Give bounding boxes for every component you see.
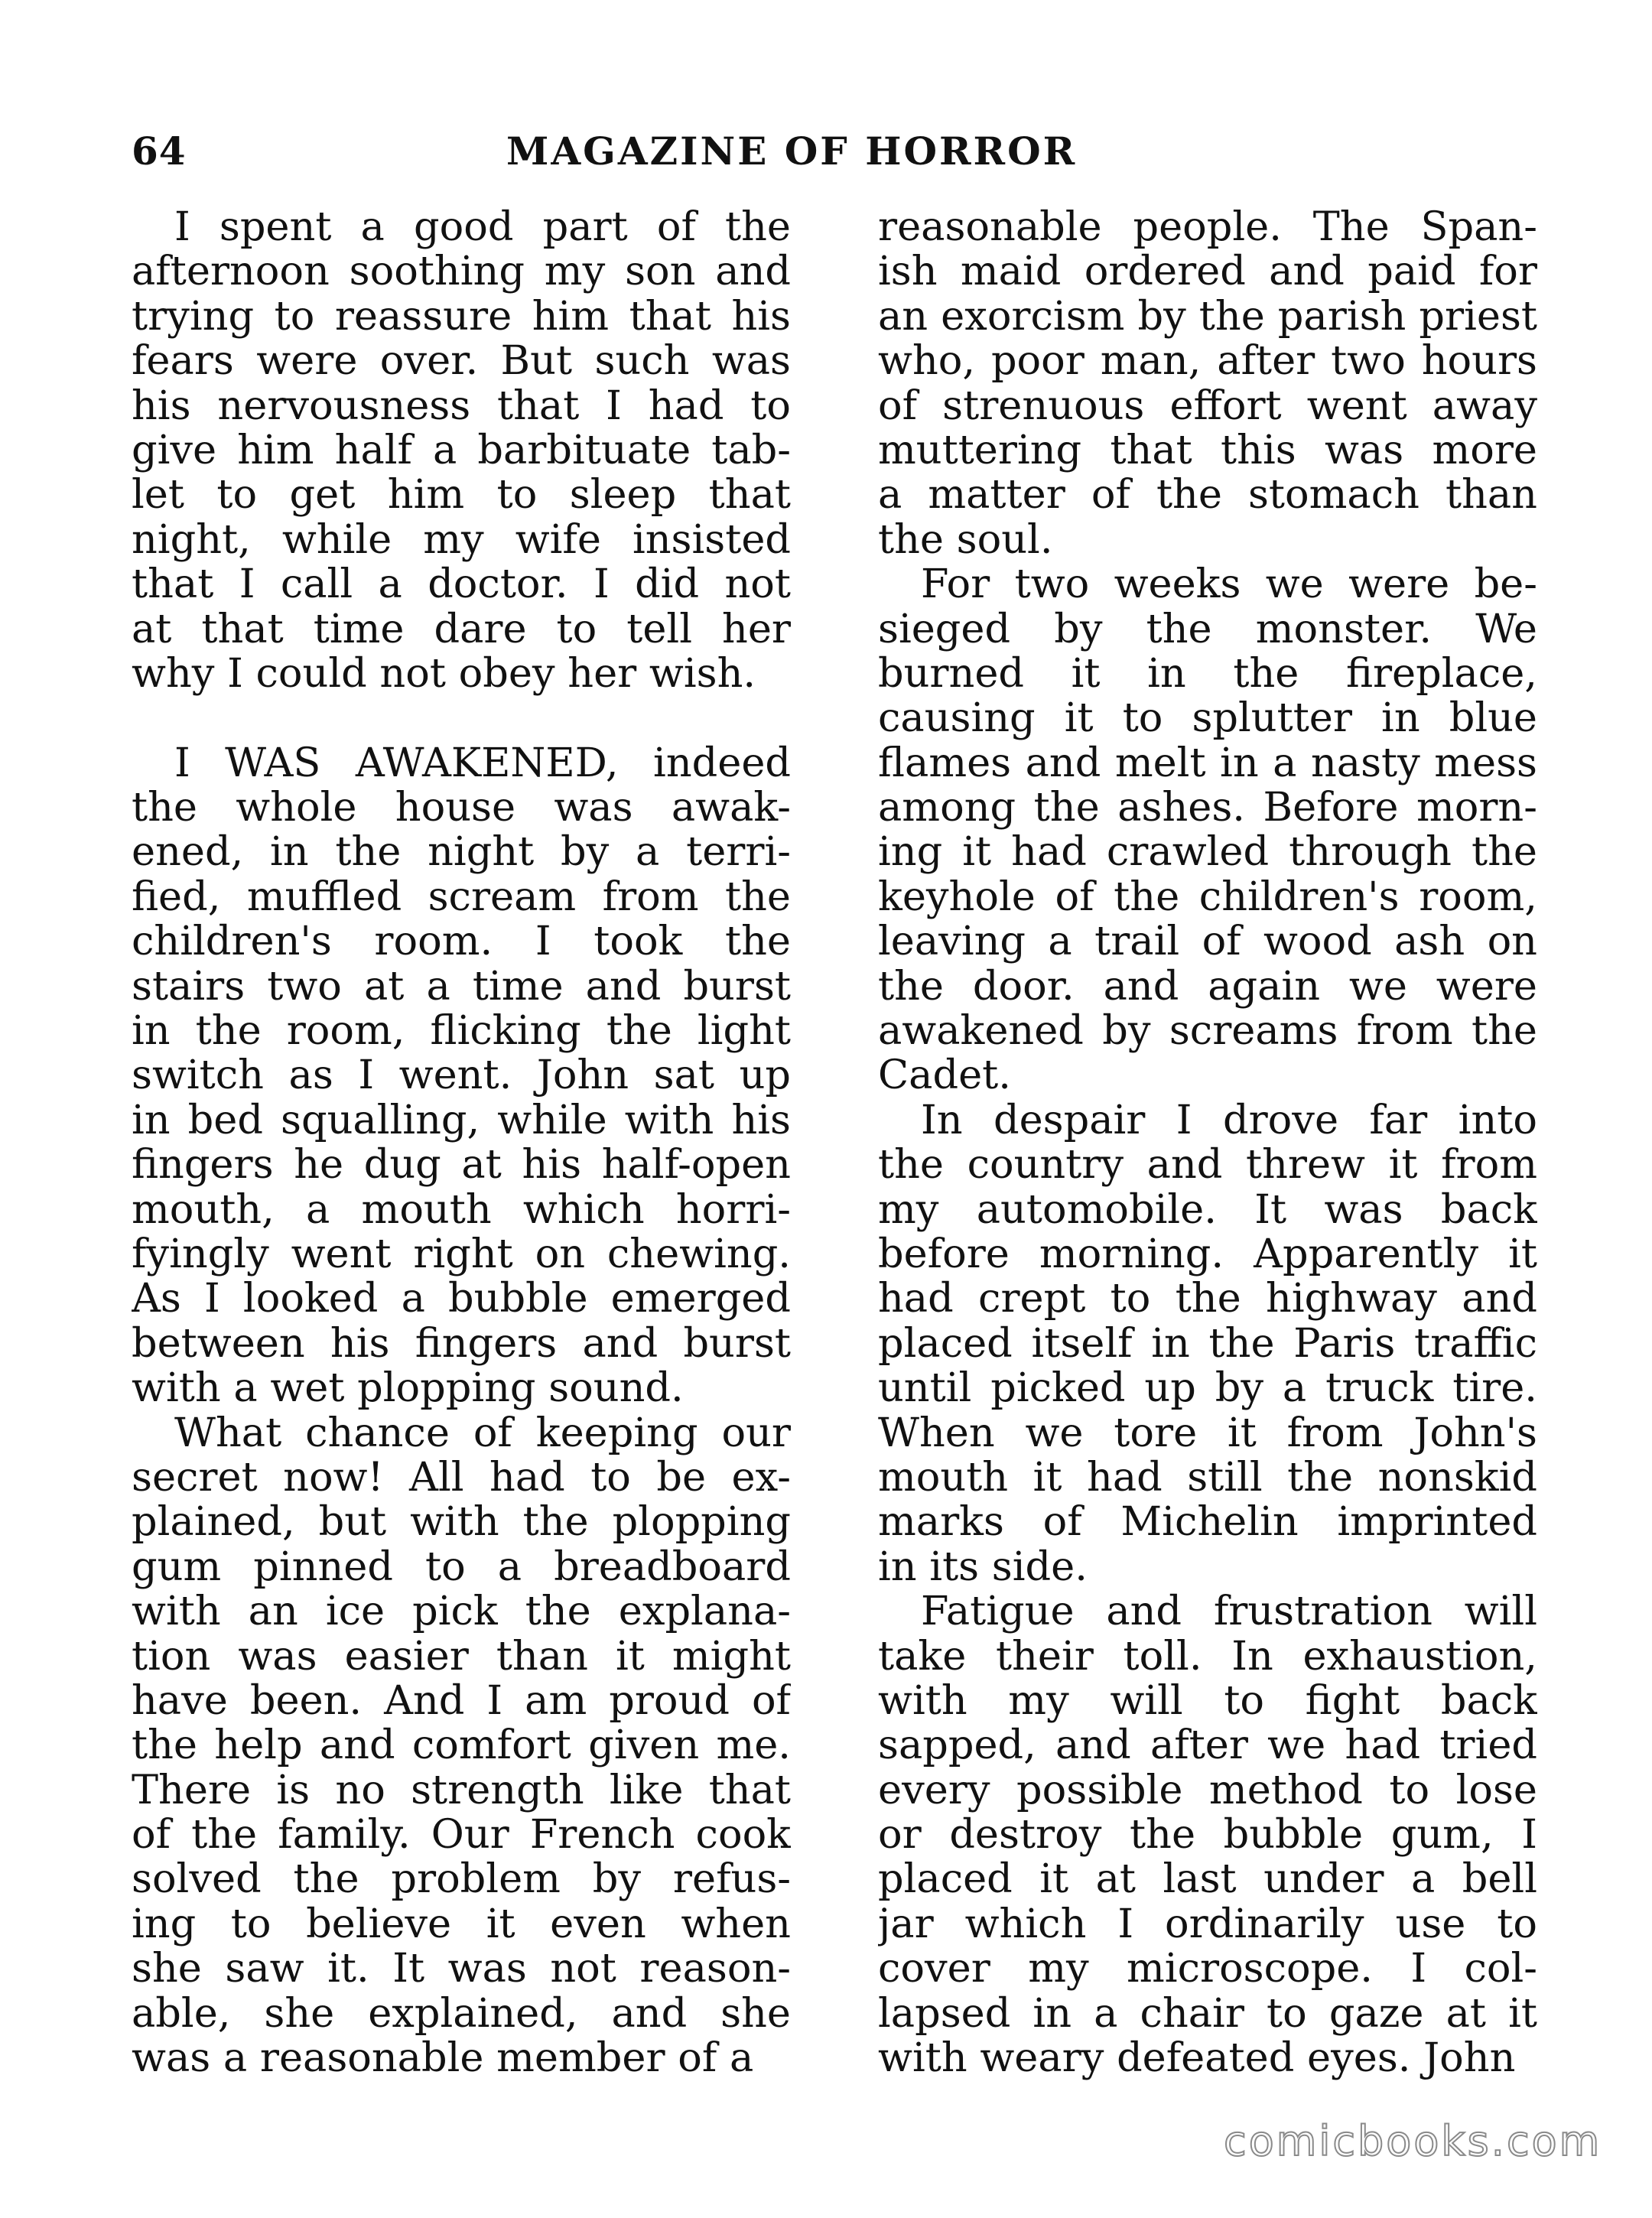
text-line: a matter of the stomach than — [878, 473, 1537, 518]
text-line: tion was easier than it might — [132, 1634, 791, 1679]
text-line: fears were over. But such was — [132, 339, 791, 384]
text-line: night, while my wife insisted — [132, 517, 791, 563]
text-line: I spent a good part of the — [174, 205, 791, 250]
text-line: I WAS AWAKENED, indeed — [174, 740, 791, 786]
text-line: mouth, a mouth which horri- — [132, 1187, 791, 1232]
text-line: have been. And I am proud of — [132, 1678, 791, 1724]
text-line: before morning. Apparently it — [878, 1231, 1537, 1277]
watermark: comicbooks.com — [1224, 2117, 1602, 2165]
text-line: with an ice pick the explana- — [132, 1589, 791, 1634]
text-line: who, poor man, after two hours — [878, 339, 1537, 384]
text-line: For two weeks we were be- — [921, 562, 1537, 607]
text-line: the help and comfort given me. — [132, 1723, 791, 1768]
text-line: causing it to splutter in blue — [878, 696, 1537, 741]
text-line: cover my microscope. I col- — [878, 1946, 1537, 1992]
text-line: his nervousness that I had to — [132, 383, 791, 428]
text-line: in bed squalling, while with his — [132, 1098, 791, 1143]
text-line: why I could not obey her wish. — [132, 651, 756, 697]
text-line: with a wet plopping sound. — [132, 1366, 684, 1411]
text-line: among the ashes. Before morn- — [878, 785, 1537, 831]
text-line: until picked up by a truck tire. — [878, 1366, 1537, 1411]
text-line: burned it in the fireplace, — [878, 651, 1537, 697]
text-line: placed itself in the Paris traffic — [878, 1321, 1537, 1367]
text-line: placed it at last under a bell — [878, 1857, 1537, 1902]
text-line: give him half a barbituate tab- — [132, 428, 791, 473]
text-line: in the room, flicking the light — [132, 1009, 791, 1054]
text-line: mouth it had still the nonskid — [878, 1455, 1537, 1501]
text-line: muttering that this was more — [878, 428, 1537, 473]
running-title: MAGAZINE OF HORROR — [506, 128, 1078, 174]
text-line: trying to reassure him that his — [132, 294, 791, 340]
text-line: leaving a trail of wood ash on — [878, 919, 1537, 964]
text-line: that I call a doctor. I did not — [132, 562, 791, 607]
text-line: the country and threw it from — [878, 1143, 1537, 1188]
text-line: afternoon soothing my son and — [132, 249, 791, 294]
text-line: As I looked a bubble emerged — [132, 1276, 791, 1322]
text-line: in its side. — [878, 1544, 1088, 1590]
text-line: sieged by the monster. We — [878, 607, 1537, 652]
text-line: switch as I went. John sat up — [132, 1053, 791, 1098]
right-text-column — [878, 205, 1537, 2080]
text-line: solved the problem by refus- — [132, 1857, 791, 1902]
text-line: There is no strength like that — [132, 1768, 791, 1813]
text-line: with weary defeated eyes. John — [878, 2036, 1516, 2081]
text-line: fied, muffled scream from the — [132, 874, 791, 920]
text-line: Fatigue and frustration will — [921, 1589, 1537, 1634]
text-line: fyingly went right on chewing. — [132, 1231, 791, 1277]
running-header — [132, 128, 1531, 190]
text-line: had crept to the highway and — [878, 1276, 1537, 1322]
text-line: In despair I drove far into — [921, 1098, 1537, 1143]
text-line: awakened by screams from the — [878, 1009, 1537, 1054]
text-line: jar which I ordinarily use to — [878, 1901, 1537, 1947]
text-line: was a reasonable member of a — [132, 2036, 754, 2081]
text-line: ish maid ordered and paid for — [878, 249, 1537, 294]
text-line: Cadet. — [878, 1053, 1011, 1098]
text-line: lapsed in a chair to gaze at it — [878, 1991, 1537, 2037]
text-line: marks of Michelin imprinted — [878, 1500, 1537, 1545]
text-line: between his fingers and burst — [132, 1321, 791, 1367]
text-line: of the family. Our French cook — [132, 1813, 791, 1858]
text-line: take their toll. In exhaustion, — [878, 1634, 1537, 1679]
text-line: the whole house was awak- — [132, 785, 791, 831]
text-line: sapped, and after we had tried — [878, 1723, 1537, 1768]
text-line: gum pinned to a breadboard — [132, 1544, 791, 1590]
text-line: reasonable people. The Span- — [878, 205, 1537, 250]
text-line: flames and melt in a nasty mess — [878, 740, 1537, 786]
text-line: or destroy the bubble gum, I — [878, 1813, 1537, 1858]
paragraph-gap — [132, 696, 791, 740]
left-text-column — [132, 205, 791, 2080]
text-line: every possible method to lose — [878, 1768, 1537, 1813]
text-line: secret now! All had to be ex- — [132, 1455, 791, 1501]
text-line: able, she explained, and she — [132, 1991, 791, 2037]
text-line: my automobile. It was back — [878, 1187, 1537, 1232]
text-line: keyhole of the children's room, — [878, 874, 1537, 920]
text-line: ing it had crawled through the — [878, 830, 1537, 875]
text-line: plained, but with the plopping — [132, 1500, 791, 1545]
text-line: the door. and again we were — [878, 964, 1537, 1010]
text-line: at that time dare to tell her — [132, 607, 791, 652]
text-line: What chance of keeping our — [174, 1410, 791, 1455]
text-line: ing to believe it even when — [132, 1901, 791, 1947]
text-line: ened, in the night by a terri- — [132, 830, 791, 875]
text-line: fingers he dug at his half-open — [132, 1143, 791, 1188]
text-line: When we tore it from John's — [878, 1410, 1537, 1455]
text-line: stairs two at a time and burst — [132, 964, 791, 1010]
text-line: with my will to fight back — [878, 1678, 1537, 1724]
text-line: the soul. — [878, 517, 1053, 563]
text-line: of strenuous effort went away — [878, 383, 1537, 428]
page-number: 64 — [132, 128, 187, 174]
text-line: children's room. I took the — [132, 919, 791, 964]
text-line: she saw it. It was not reason- — [132, 1946, 791, 1992]
text-line: let to get him to sleep that — [132, 473, 791, 518]
text-line: an exorcism by the parish priest — [878, 294, 1537, 340]
